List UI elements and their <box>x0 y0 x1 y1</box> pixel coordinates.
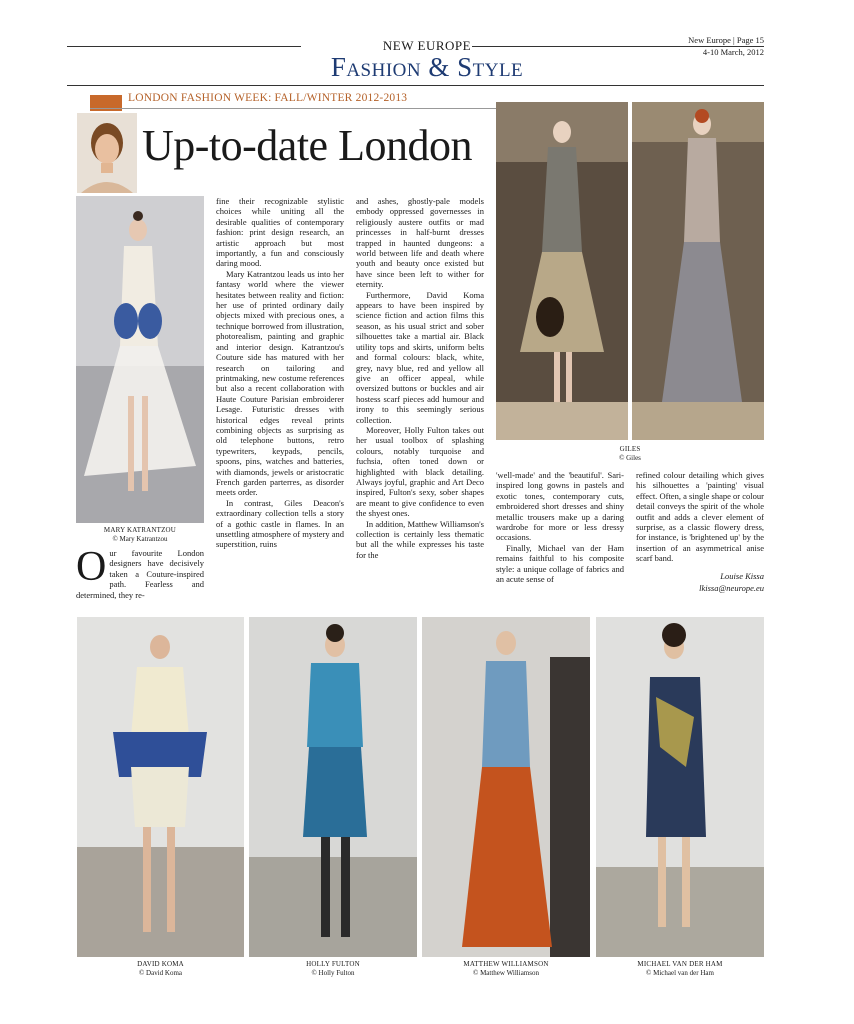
caption-name-vanderham: MICHAEL VAN DER HAM <box>637 960 723 968</box>
caption-credit-williamson: © Matthew Williamson <box>473 969 539 977</box>
drop-cap: O <box>76 544 107 590</box>
kicker-rule <box>90 108 496 109</box>
caption-name-katrantzou: MARY KATRANTZOU <box>103 526 177 534</box>
caption-credit-giles: © Giles <box>619 454 641 462</box>
section-name: NEW EUROPE <box>382 38 472 53</box>
photo-holly-fulton <box>249 617 417 957</box>
photo-mary-katrantzou <box>76 196 204 523</box>
article-paragraph: Furthermore, David Koma appears to have been inspired by science fiction and action films this season, as his usual strict and sober silhouettes take a martial air. Black utility tops and skirts, uniform belts and formal colours: black, white, grey, navy blue, red and yellow all give an officer appeal, while oversized buttons or buckles and air hostess scarf pieces add humour and irony to this seemingly serious collection. <box>356 289 484 425</box>
article-paragraph: Mary Katrantzou leads us into her fantasy world where the viewer hesitates between reality and fiction: her use of printed ordinary daily objects mixed with precious ones, a technique borrowed from illustration, photorealism, painting and graphic and interior design. Katrantzou's Couture side has matured with her research on tailoring and printmaking, new costume references but also a recent collaboration with Haute Couture Parisian embroiderer Lesage. Futuristic dresses with historical edges reveal prints combining objects as surprising as old telephone buttons, retro typewriters, keypads, pencils, spoons, pins, watches and batteries, with diamonds, jewels or aristocratic French garden parterres, as disorder meets order. <box>216 268 344 498</box>
caption-credit-fulton: © Holly Fulton <box>311 969 355 977</box>
author-name: Louise Kissa <box>720 570 764 581</box>
kicker-text: LONDON FASHION WEEK: FALL/WINTER 2012-2013 <box>128 92 408 104</box>
header-rule-bottom <box>67 85 764 86</box>
header-rule-right <box>472 46 764 47</box>
photo-matthew-williamson <box>422 617 590 957</box>
article-headline: Up-to-date London <box>142 121 472 170</box>
article-paragraph: refined colour detailing which gives his silhouettes a 'painting' visual effect. Often, a single shape or colour detail conveys the spirit of the whole outfit and adds a clever element of surprise, as a classic flowery dress, for instance, is 'brightened up' by the insertion of an asymmetrical anise scarf band. <box>636 470 764 564</box>
publication-date: 4-10 March, 2012 <box>702 47 764 57</box>
publication-page-line: New Europe | Page 15 <box>688 35 764 45</box>
caption-name-koma: DAVID KOMA <box>137 960 184 968</box>
caption-credit-koma: © David Koma <box>138 969 183 977</box>
article-column-5 <box>636 470 764 594</box>
caption-credit-katrantzou: © Mary Katrantzou <box>112 535 168 543</box>
article-paragraph: fine their recognizable stylistic choices while uniting all the desirable qualities of contemporary fashion: print design research, an artistic approach but most importantly, a fun and consciously daring mood. <box>216 196 344 269</box>
article-paragraph: ur favourite London designers have decisively taken a Couture-inspired path. Fearless and determined, they re- <box>76 548 204 600</box>
article-paragraph: and ashes, ghostly-pale models embody oppressed governesses in religiously austere outfits or mad princesses in half-burnt dresses trapped in haunted dungeons: a world between life and death where youth and beauty once existed but have since been left to wither for eternity. <box>356 196 484 290</box>
article-column-1 <box>76 544 204 600</box>
article-column-2 <box>216 196 344 550</box>
caption-name-williamson: MATTHEW WILLIAMSON <box>463 960 549 968</box>
article-paragraph: Moreover, Holly Fulton takes out her usual toolbox of splashing colours, notably turquoise and fuchsia, often toned down or highlighted with black detailing. Always joyful, graphic and Art Deco inspired, Fulton's sexy, sober shapes are meant to give confidence to even the shyest ones. <box>356 424 484 519</box>
section-title: Fashion & Style <box>330 52 524 82</box>
article-paragraph: In contrast, Giles Deacon's extraordinary collection tells a story of a gothic castle in flames. In an unsettling atmosphere of mystery and superstition, ruins <box>216 497 344 550</box>
author-portrait <box>77 113 137 193</box>
article-paragraph: Finally, Michael van der Ham remains faithful to his composite style: a unique collage of fabrics and an acute sense of <box>496 542 624 585</box>
article-column-3 <box>356 196 484 560</box>
article-paragraph: 'well-made' and the 'beautiful'. Sari-inspired long gowns in pastels and exotic tones, contemporary cuts, embroidered short dresses and shiny metallic trousers make up a daring wardrobe for more or less dressy occasions. <box>496 470 624 543</box>
header-rule-left <box>67 46 301 47</box>
article-column-4 <box>496 470 624 584</box>
article-paragraph: In addition, Matthew Williamson's collection is certainly less thematic but all the while expresses his taste for the <box>356 518 484 560</box>
caption-name-giles: GILES <box>619 445 641 453</box>
photo-michael-van-der-ham <box>596 617 764 957</box>
photo-giles-left <box>496 102 628 440</box>
photo-david-koma <box>77 617 244 957</box>
author-email: lkissa@neurope.eu <box>699 582 764 593</box>
photo-giles-right <box>632 102 764 440</box>
caption-credit-vanderham: © Michael van der Ham <box>646 969 714 977</box>
caption-name-fulton: HOLLY FULTON <box>306 960 360 968</box>
